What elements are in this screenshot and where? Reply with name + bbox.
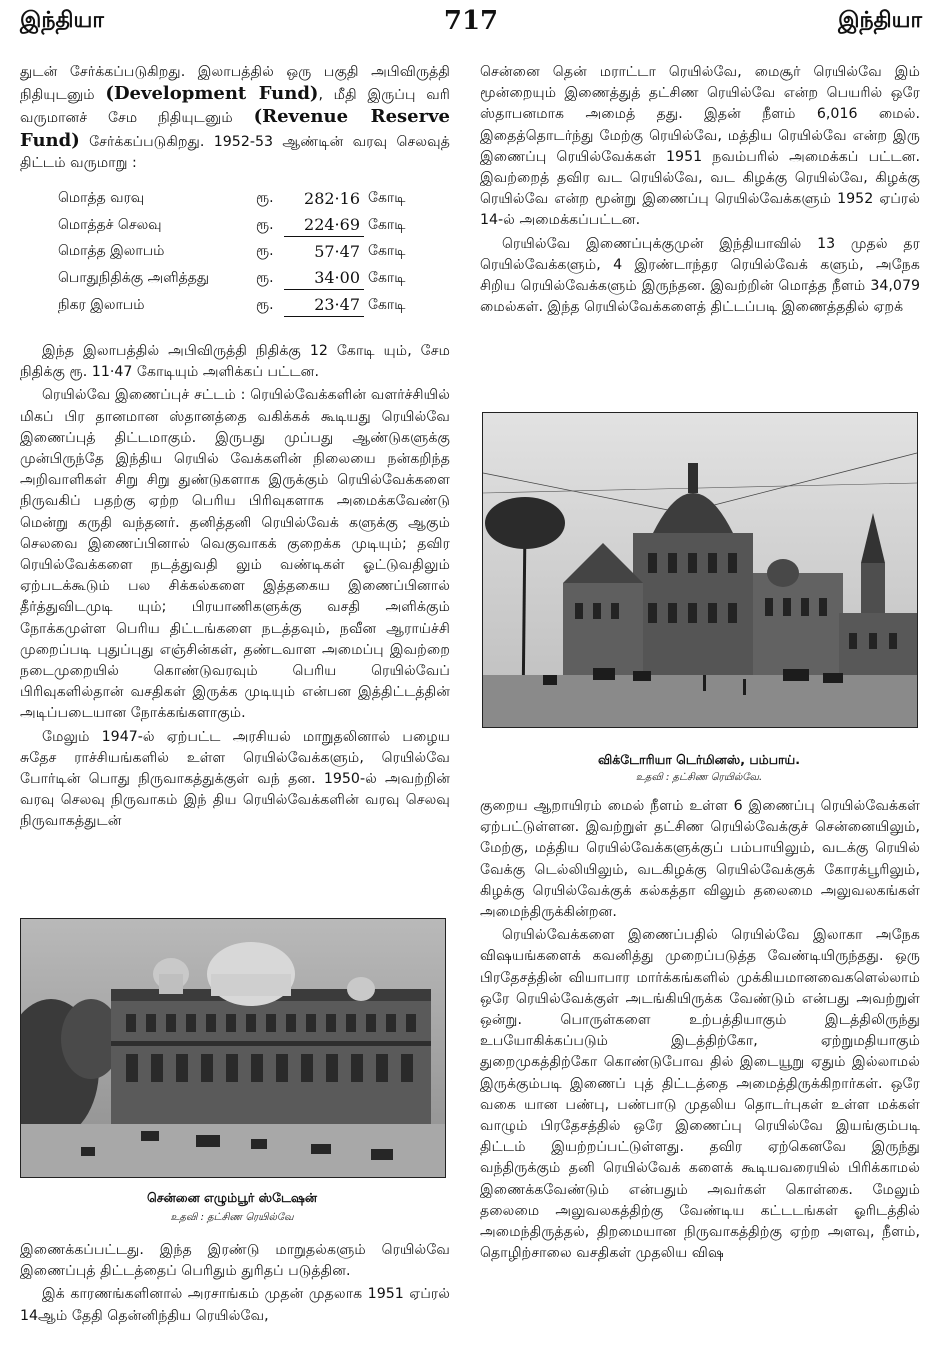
running-title-left: இந்தியா xyxy=(20,8,104,33)
unit-label: கோடி xyxy=(368,243,406,260)
budget-label: பொதுநிதிக்கு அளித்தது xyxy=(58,269,210,286)
unit-label: கோடி xyxy=(368,296,406,313)
photo-credit: உதவி : தட்சிண ரெயில்வே xyxy=(170,1212,294,1223)
budget-table xyxy=(54,184,432,317)
currency-label: ரூ. xyxy=(256,216,274,233)
english-term: (Revenue Reserve Fund) xyxy=(20,106,450,151)
budget-label: மொத்த இலாபம் xyxy=(58,243,165,260)
budget-amount: 23·47 xyxy=(284,290,364,317)
paragraph: சென்னை தென் மராட்டா ரெயில்வே, மைசூர் ரெயில்வே இம் மூன்றையும் இணைத்துத் தட்சிண ரெயில்வே என்ற பெயரில் ஒரே ஸ்தாபனமாக அமைத் தது. இதன் நீளம் 6,016 மைல். இதைத்தொடர்ந்து மேற்கு ரெயில்வே, மத்திய ரெயில்வே என்ற இரு இணைப்பு ரெயில்வேக்கள் 1951 நவம்பரில் அமைக்கப் பட்டன. இவற்றைத் தவிர வட ரெயில்வே, வட கிழக்கு ரெயில்வே, கிழக்கு ரெயில்வே என்ற மூன்று இணைப்பு ரெயில்வேக்களும் 1952 ஏப்ரல் 14-ல் அமைக்கப்பட்டன. xyxy=(480,64,920,229)
currency-label: ரூ. xyxy=(256,243,274,260)
paragraph: இக் காரணங்களினால் அரசாங்கம் முதன் முதலாக 1951 ஏப்ரல் 14ஆம் தேதி தென்னிந்திய ரெயில்வே, xyxy=(20,1286,450,1324)
budget-row xyxy=(54,237,432,264)
page-header xyxy=(20,8,922,42)
unit-label: கோடி xyxy=(368,216,406,233)
paragraph: குறைய ஆறாயிரம் மைல் நீளம் உள்ள 6 இணைப்பு ரெயில்வேக்கள் ஏற்பட்டுள்ளன. இவற்றுள் தட்சிண ரெயில்வேக்குச் சென்னையிலும், மேற்கு, மத்திய ரெயில்வேக்களுக்குப் பம்பாயிலும், வடக்கு ரெயில் வேக்கு டெல்லியிலும், வடகிழக்கு ரெயில்வேக்குக் கோரக்பூரிலும், கிழக்கு ரெயில்வேக்குக் கல்கத்தா விலும் தலைமை அலுவலகங்கள் அமைந்திருக்கின்றன. xyxy=(480,798,920,921)
currency-label: ரூ. xyxy=(256,269,274,286)
page-number: 717 xyxy=(443,6,499,36)
photo-illustration xyxy=(483,413,917,727)
english-term: (Development Fund) xyxy=(105,83,319,105)
paragraph-text: சேர்க்கப்படுகிறது. 1952-53 ஆண்டின் வரவு செலவுத் திட்டம் வருமாறு : xyxy=(20,133,450,171)
budget-label: நிகர இலாபம் xyxy=(58,296,145,313)
budget-amount: 57·47 xyxy=(314,242,360,262)
budget-amount: 224·69 xyxy=(284,210,364,237)
budget-row xyxy=(54,263,432,290)
paragraph: ரெயில்வே இணைப்புச் சட்டம் : ரெயில்வேக்களின் வளர்ச்சியில் மிகப் பிர தானமான ஸ்தானத்தை வகிக்கக் கூடியது ரெயில்வே இணைப்புத் திட்டமாகும். இருபது முப்பது ஆண்டுகளுக்கு முன்பிருந்தே இந்திய ரெயில் வேக்களின் நிலையை நன்கறிந்த அறிவாளிகள் சிறு சிறு துண்டுகளாக இருக்கும் ரெயில்வேக்களை நிருவகிப் பதற்கு ஏற்ற பெரிய பிரிவுகளாக அமைக்கவேண்டு மென்று கருதி வந்தனர். தனித்தனி ரெயில்வேக் களுக்கு ஆகும் செலவை இணைப்பினால் வெகுவாகக் குறைக்க முடியும்; தவிர ரெயில்வேக்களை நடத்துவதி லும் வண்டிகள் ஓட்டுவதிலும் ஏற்படக்கூடும் பல சிக்கல்களை இத்தகைய இணைப்பினால் தீர்த்துவிடமுடி யும்; பிரயாணிகளுக்கு வசதி அளிக்கும் நோக்கமுள்ள பெரிய திட்டங்களை நடத்தவும், நவீன ஆராய்ச்சி முறைப்படி புதுப்புது எஞ்சின்கள், தண்டவாள அமைப்பு இவற்றை நடைமுறையில் கொண்டுவரவும் பெரிய ரெயில்வேப் பிரிவுகளில்தான் வசதிகள் இருக்க முடியும் என்பன இத்திட்டத்தின் அடிப்படையான நோக்கங்களாகும். xyxy=(20,387,450,722)
running-title-right: இந்தியா xyxy=(838,8,922,33)
paragraph: இந்த இலாபத்தில் அபிவிருத்தி நிதிக்கு 12 கோடி யும், சேம நிதிக்கு ரூ. 11·47 கோடியும் அளிக்கப் பட்டன. xyxy=(20,343,450,381)
paragraph-text: , மீதி இருப்பு வரி வருமானச் சேம நிதியுடனும் xyxy=(20,87,451,127)
left-column xyxy=(20,62,450,835)
currency-label: ரூ. xyxy=(256,190,274,207)
budget-amount: 282·16 xyxy=(304,189,360,209)
photo-illustration xyxy=(21,919,445,1177)
egmore-station-photo xyxy=(20,918,446,1178)
paragraph: ரெயில்வே இணைப்புக்குமுன் இந்தியாவில் 13 முதல் தர ரெயில்வேக்களும், 4 இரண்டாந்தர ரெயில்வேக் களும், அநேக சிறிய ரெயில்வேக்களும் இருந்தன. இவற்றின் மொத்த நீளம் 34,079 மைல்கள். இந்த ரெயில்வேக்களைத் திட்டப்படி இணைத்ததில் ஏறக் xyxy=(480,235,920,316)
budget-row xyxy=(54,290,432,317)
victoria-terminus-photo xyxy=(482,412,918,728)
right-column-continued xyxy=(480,796,920,1266)
photo-credit: உதவி : தட்சிண ரெயில்வே. xyxy=(635,772,763,783)
budget-label: மொத்தச் செலவு xyxy=(58,216,162,233)
right-column xyxy=(480,62,920,320)
budget-row xyxy=(54,184,432,210)
budget-label: மொத்த வரவு xyxy=(58,190,145,207)
budget-amount: 34·00 xyxy=(284,263,364,290)
photo-caption: விக்டோரியா டெர்மினஸ், பம்பாய். xyxy=(598,752,800,767)
unit-label: கோடி xyxy=(368,190,406,207)
left-column-continued xyxy=(20,1240,450,1329)
currency-label: ரூ. xyxy=(256,296,274,313)
paragraph: ரெயில்வேக்களை இணைப்பதில் ரெயில்வே இலாகா அநேக விஷயங்களைக் கவனித்து முறைப்படுத்த வேண்டியிருந்தது. ஒரு பிரதேசத்தின் வியாபார மார்க்கங்களில் முக்கியமானவைகளெல்லாம் ஒரே ரெயில்வேக்குள் அடங்கியிருக்க வேண்டும் என்பது அவற்றுள் ஒன்று. பொருள்களை உற்பத்தியாகும் இடத்திலிருந்து உபயோகிக்கப்படும் இடத்திற்கோ, ஏற்றுமதியாகும் துறைமுகத்திற்கோ கொண்டுபோவ தில் இடையூறு ஏதும் இல்லாமல் இருக்கும்படி இணைப் புத் திட்டத்தை அமைத்திருக்கிறார்கள். ஒரே வகை யான பண்பு, பண்பாடு முதலிய தொடர்புகள் உள்ள மக்கள் வாழும் பிரதேசத்தில் ஒரே இணைப்பு ரெயில்வே இயங்கும்படி திட்டம் இயற்றப்பட்டுள்ளது. தவிர ஏற்கெனவே இருந்து வந்திருக்கும் தனி ரெயில்வேக் களைக் கூடியவரையில் பிரிக்காமல் இணைக்கவேண்டும் என்பதும் அவர்கள் கொள்கை. மேலும் தலைமை அலுவலகத்திற்கு வேண்டிய கட்டடங்கள் ஓரிடத்தில் அமைந்திருத்தல், திறமையான நிருவாகத்திற்கு ஏற்ற அளவு, நீளம், தொழிற்சாலை வசதிகள் முதலிய விஷ xyxy=(480,927,920,1262)
photo-caption: சென்னை எழும்பூர் ஸ்டேஷன் xyxy=(146,1190,318,1205)
paragraph-text: துடன் சேர்க்கப்படுகிறது. இலாபத்தில் ஒரு பகுதி அபிவிருத்தி நிதியுடனும் xyxy=(20,64,450,104)
budget-row xyxy=(54,210,432,237)
paragraph: மேலும் 1947-ல் ஏற்பட்ட அரசியல் மாறுதலினால் பழைய சுதேச ராச்சியங்களில் உள்ள ரெயில்வேக்களும், ரெயில்வே போர்டின் பொது நிருவாகத்துக்குள் வந் தன. 1950-ல் அவற்றின் வரவு செலவு நிருவாகம் இந் திய ரெயில்வேக்களின் வரவு செலவு நிருவாகத்துடன் xyxy=(20,728,450,830)
unit-label: கோடி xyxy=(368,269,406,286)
paragraph: இணைக்கப்பட்டது. இந்த இரண்டு மாறுதல்களும் ரெயில்வே இணைப்புத் திட்டத்தைப் பெரிதும் துரிதப் படுத்தின. xyxy=(20,1242,450,1280)
paragraph xyxy=(20,62,450,174)
